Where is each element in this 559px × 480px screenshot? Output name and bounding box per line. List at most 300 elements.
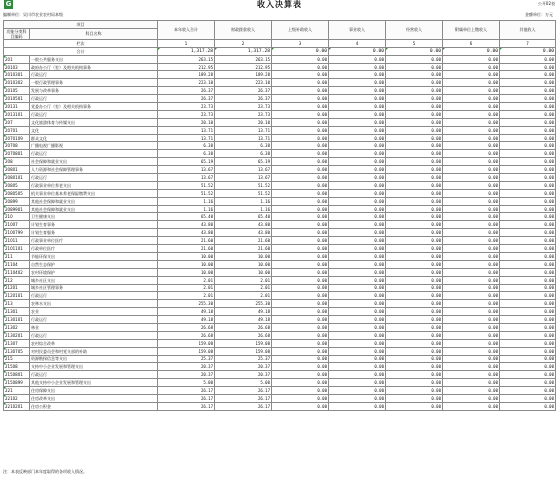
row-affiliated[interactable]: 0.00 — [443, 79, 500, 87]
row-affiliated[interactable]: 0.00 — [443, 174, 500, 182]
row-affiliated[interactable]: 0.00 — [443, 252, 500, 260]
row-total[interactable]: 6.38 — [158, 150, 215, 158]
row-fiscal[interactable]: 2.01 — [215, 284, 272, 292]
row-operating[interactable]: 0.00 — [386, 252, 443, 260]
row-affiliated[interactable]: 0.00 — [443, 323, 500, 331]
row-code[interactable]: 2089901 — [4, 205, 30, 213]
row-name[interactable]: 对村民委员会和村党支部的补助 — [30, 347, 158, 355]
row-business[interactable]: 0.00 — [329, 300, 386, 308]
row-name[interactable]: 资源勘探信息等支出 — [30, 355, 158, 363]
row-operating[interactable]: 0.00 — [386, 79, 443, 87]
row-superior[interactable]: 0.00 — [272, 229, 329, 237]
row-other[interactable]: 0.00 — [500, 71, 556, 79]
row-other[interactable]: 0.00 — [500, 103, 556, 111]
row-superior[interactable]: 0.00 — [272, 394, 329, 402]
row-code[interactable]: 21201 — [4, 284, 30, 292]
row-affiliated[interactable]: 0.00 — [443, 134, 500, 142]
row-name[interactable]: 一般行政管理事务 — [30, 79, 158, 87]
row-affiliated[interactable]: 0.00 — [443, 126, 500, 134]
row-total[interactable]: 2.01 — [158, 292, 215, 300]
row-fiscal[interactable]: 26.68 — [215, 331, 272, 339]
row-superior[interactable]: 0.00 — [272, 87, 329, 95]
row-business[interactable]: 0.00 — [329, 339, 386, 347]
row-fiscal[interactable]: 13.67 — [215, 174, 272, 182]
row-fiscal[interactable]: 26.37 — [215, 95, 272, 103]
row-business[interactable]: 0.00 — [329, 387, 386, 395]
row-operating[interactable]: 0.00 — [386, 126, 443, 134]
row-operating[interactable]: 0.00 — [386, 95, 443, 103]
row-other[interactable]: 0.00 — [500, 394, 556, 402]
row-affiliated[interactable]: 0.00 — [443, 95, 500, 103]
row-superior[interactable]: 0.00 — [272, 339, 329, 347]
row-superior[interactable]: 0.00 — [272, 316, 329, 324]
row-superior[interactable]: 0.00 — [272, 379, 329, 387]
row-operating[interactable]: 0.00 — [386, 347, 443, 355]
row-total[interactable]: 26.68 — [158, 331, 215, 339]
row-code[interactable]: 2150801 — [4, 371, 30, 379]
row-affiliated[interactable]: 0.00 — [443, 316, 500, 324]
row-affiliated[interactable]: 0.00 — [443, 197, 500, 205]
row-superior[interactable]: 0.00 — [272, 308, 329, 316]
row-business[interactable]: 0.00 — [329, 245, 386, 253]
row-name[interactable]: 党委办公厅（室）及相关机构事务 — [30, 103, 158, 111]
row-other[interactable]: 0.00 — [500, 339, 556, 347]
row-business[interactable]: 0.00 — [329, 260, 386, 268]
row-name[interactable]: 计划生育服务 — [30, 229, 158, 237]
row-other[interactable]: 0.00 — [500, 260, 556, 268]
row-operating[interactable]: 0.00 — [386, 323, 443, 331]
row-operating[interactable]: 0.00 — [386, 245, 443, 253]
row-superior[interactable]: 0.00 — [272, 284, 329, 292]
row-fiscal[interactable]: 13.71 — [215, 134, 272, 142]
row-business[interactable]: 0.00 — [329, 221, 386, 229]
row-business[interactable]: 0.00 — [329, 355, 386, 363]
row-superior[interactable]: 0.00 — [272, 260, 329, 268]
row-operating[interactable]: 0.00 — [386, 87, 443, 95]
row-operating[interactable]: 0.00 — [386, 402, 443, 410]
row-superior[interactable]: 0.00 — [272, 118, 329, 126]
row-code[interactable]: 22102 — [4, 394, 30, 402]
row-fiscal[interactable]: 23.73 — [215, 110, 272, 118]
row-name[interactable]: 其他支持中小企业发展和管理支出 — [30, 379, 158, 387]
row-code[interactable]: 20105 — [4, 87, 30, 95]
row-affiliated[interactable]: 0.00 — [443, 379, 500, 387]
row-name[interactable]: 林业 — [30, 323, 158, 331]
row-total[interactable]: 51.52 — [158, 189, 215, 197]
row-fiscal[interactable]: 10.00 — [215, 252, 272, 260]
row-total[interactable]: 26.17 — [158, 394, 215, 402]
row-total[interactable]: 255.30 — [158, 300, 215, 308]
row-affiliated[interactable]: 0.00 — [443, 110, 500, 118]
row-other[interactable]: 0.00 — [500, 316, 556, 324]
row-name[interactable]: 政府办公厅（室）及相关机构事务 — [30, 63, 158, 71]
row-code[interactable]: 2210201 — [4, 402, 30, 410]
row-name[interactable]: 行政运行 — [30, 95, 158, 103]
row-fiscal[interactable]: 159.08 — [215, 339, 272, 347]
row-code[interactable]: 20131 — [4, 103, 30, 111]
row-operating[interactable]: 0.00 — [386, 158, 443, 166]
row-fiscal[interactable]: 51.52 — [215, 181, 272, 189]
row-fiscal[interactable]: 49.18 — [215, 316, 272, 324]
row-name[interactable]: 机关事业单位基本养老保险缴费支出 — [30, 189, 158, 197]
row-operating[interactable]: 0.00 — [386, 260, 443, 268]
row-total[interactable]: 23.73 — [158, 110, 215, 118]
row-superior[interactable]: 0.00 — [272, 71, 329, 79]
row-business[interactable]: 0.00 — [329, 331, 386, 339]
row-name[interactable]: 文化旅游体育与传媒支出 — [30, 118, 158, 126]
row-total[interactable]: 5.00 — [158, 379, 215, 387]
row-affiliated[interactable]: 0.00 — [443, 158, 500, 166]
row-code[interactable]: 2130101 — [4, 316, 30, 324]
total-value[interactable]: 0.00 — [272, 47, 329, 55]
row-superior[interactable]: 0.00 — [272, 55, 329, 63]
row-code[interactable]: 20801 — [4, 166, 30, 174]
row-business[interactable]: 0.00 — [329, 79, 386, 87]
row-total[interactable]: 189.28 — [158, 71, 215, 79]
row-business[interactable]: 0.00 — [329, 103, 386, 111]
row-name[interactable]: 文化 — [30, 126, 158, 134]
row-other[interactable]: 0.00 — [500, 213, 556, 221]
row-total[interactable]: 159.08 — [158, 347, 215, 355]
row-fiscal[interactable]: 10.00 — [215, 268, 272, 276]
row-code[interactable]: 20103 — [4, 63, 30, 71]
row-other[interactable]: 0.00 — [500, 79, 556, 87]
row-business[interactable]: 0.00 — [329, 292, 386, 300]
row-other[interactable]: 0.00 — [500, 237, 556, 245]
row-total[interactable]: 51.52 — [158, 181, 215, 189]
row-superior[interactable]: 0.00 — [272, 355, 329, 363]
row-operating[interactable]: 0.00 — [386, 63, 443, 71]
total-value[interactable]: 0.00 — [500, 47, 556, 55]
row-operating[interactable]: 0.00 — [386, 284, 443, 292]
row-operating[interactable]: 0.00 — [386, 292, 443, 300]
row-superior[interactable]: 0.00 — [272, 237, 329, 245]
row-business[interactable]: 0.00 — [329, 308, 386, 316]
row-code[interactable]: 20701 — [4, 126, 30, 134]
row-affiliated[interactable]: 0.00 — [443, 142, 500, 150]
row-affiliated[interactable]: 0.00 — [443, 268, 500, 276]
row-operating[interactable]: 0.00 — [386, 71, 443, 79]
row-code[interactable]: 2070109 — [4, 134, 30, 142]
row-affiliated[interactable]: 0.00 — [443, 402, 500, 410]
row-other[interactable]: 0.00 — [500, 174, 556, 182]
row-fiscal[interactable]: 223.10 — [215, 79, 272, 87]
row-total[interactable]: 26.37 — [158, 87, 215, 95]
row-business[interactable]: 0.00 — [329, 205, 386, 213]
row-fiscal[interactable]: 20.37 — [215, 371, 272, 379]
row-code[interactable]: 21508 — [4, 363, 30, 371]
row-total[interactable]: 2.01 — [158, 284, 215, 292]
row-other[interactable]: 0.00 — [500, 197, 556, 205]
row-other[interactable]: 0.00 — [500, 387, 556, 395]
row-superior[interactable]: 0.00 — [272, 110, 329, 118]
row-fiscal[interactable]: 26.17 — [215, 387, 272, 395]
row-name[interactable]: 城乡社区管理事务 — [30, 284, 158, 292]
row-business[interactable]: 0.00 — [329, 402, 386, 410]
row-code[interactable]: 20805 — [4, 181, 30, 189]
row-business[interactable]: 0.00 — [329, 150, 386, 158]
row-business[interactable]: 0.00 — [329, 316, 386, 324]
row-business[interactable]: 0.00 — [329, 394, 386, 402]
row-superior[interactable]: 0.00 — [272, 134, 329, 142]
row-superior[interactable]: 0.00 — [272, 158, 329, 166]
row-fiscal[interactable]: 25.37 — [215, 355, 272, 363]
row-other[interactable]: 0.00 — [500, 221, 556, 229]
row-other[interactable]: 0.00 — [500, 323, 556, 331]
row-total[interactable]: 20.10 — [158, 118, 215, 126]
row-operating[interactable]: 0.00 — [386, 134, 443, 142]
row-other[interactable]: 0.00 — [500, 347, 556, 355]
row-name[interactable]: 节能环保支出 — [30, 252, 158, 260]
row-name[interactable]: 行政运行 — [30, 110, 158, 118]
row-other[interactable]: 0.00 — [500, 55, 556, 63]
row-other[interactable]: 0.00 — [500, 371, 556, 379]
row-operating[interactable]: 0.00 — [386, 174, 443, 182]
row-total[interactable]: 159.08 — [158, 339, 215, 347]
row-affiliated[interactable]: 0.00 — [443, 205, 500, 213]
row-code[interactable]: 20708 — [4, 142, 30, 150]
row-affiliated[interactable]: 0.00 — [443, 103, 500, 111]
row-superior[interactable]: 0.00 — [272, 63, 329, 71]
row-code[interactable]: 2130705 — [4, 347, 30, 355]
row-affiliated[interactable]: 0.00 — [443, 347, 500, 355]
row-name[interactable]: 行政运行 — [30, 174, 158, 182]
row-fiscal[interactable]: 65.19 — [215, 158, 272, 166]
row-fiscal[interactable]: 189.28 — [215, 71, 272, 79]
row-operating[interactable]: 0.00 — [386, 276, 443, 284]
row-name[interactable]: 卫生健康支出 — [30, 213, 158, 221]
row-code[interactable]: 2013101 — [4, 110, 30, 118]
row-name[interactable]: 行政运行 — [30, 371, 158, 379]
row-total[interactable]: 10.00 — [158, 268, 215, 276]
total-value[interactable]: 0.00 — [443, 47, 500, 55]
row-total[interactable]: 13.71 — [158, 126, 215, 134]
row-code[interactable]: 21011 — [4, 237, 30, 245]
row-affiliated[interactable]: 0.00 — [443, 394, 500, 402]
row-superior[interactable]: 0.00 — [272, 79, 329, 87]
row-code[interactable]: 2110402 — [4, 268, 30, 276]
row-total[interactable]: 13.71 — [158, 134, 215, 142]
row-total[interactable]: 13.67 — [158, 166, 215, 174]
row-fiscal[interactable]: 43.80 — [215, 221, 272, 229]
row-fiscal[interactable]: 2.01 — [215, 292, 272, 300]
row-total[interactable]: 21.60 — [158, 237, 215, 245]
row-total[interactable]: 26.17 — [158, 402, 215, 410]
row-operating[interactable]: 0.00 — [386, 237, 443, 245]
row-operating[interactable]: 0.00 — [386, 379, 443, 387]
row-total[interactable]: 263.15 — [158, 55, 215, 63]
row-other[interactable]: 0.00 — [500, 205, 556, 213]
row-total[interactable]: 23.73 — [158, 103, 215, 111]
row-operating[interactable]: 0.00 — [386, 189, 443, 197]
row-total[interactable]: 10.00 — [158, 252, 215, 260]
row-total[interactable]: 223.10 — [158, 79, 215, 87]
row-name[interactable]: 其他社会保障和就业支出 — [30, 197, 158, 205]
row-superior[interactable]: 0.00 — [272, 126, 329, 134]
row-operating[interactable]: 0.00 — [386, 363, 443, 371]
row-operating[interactable]: 0.00 — [386, 110, 443, 118]
row-fiscal[interactable]: 13.71 — [215, 126, 272, 134]
row-operating[interactable]: 0.00 — [386, 150, 443, 158]
row-total[interactable]: 43.80 — [158, 221, 215, 229]
row-code[interactable]: 2080101 — [4, 174, 30, 182]
row-name[interactable]: 行政事业单位医疗 — [30, 237, 158, 245]
row-total[interactable]: 49.18 — [158, 316, 215, 324]
row-fiscal[interactable]: 1.16 — [215, 205, 272, 213]
row-other[interactable]: 0.00 — [500, 284, 556, 292]
row-name[interactable]: 行政运行 — [30, 150, 158, 158]
row-other[interactable]: 0.00 — [500, 379, 556, 387]
row-fiscal[interactable]: 23.73 — [215, 103, 272, 111]
row-other[interactable]: 0.00 — [500, 331, 556, 339]
row-affiliated[interactable]: 0.00 — [443, 355, 500, 363]
row-other[interactable]: 0.00 — [500, 110, 556, 118]
row-superior[interactable]: 0.00 — [272, 371, 329, 379]
row-affiliated[interactable]: 0.00 — [443, 300, 500, 308]
row-total[interactable]: 1.16 — [158, 197, 215, 205]
row-business[interactable]: 0.00 — [329, 371, 386, 379]
row-operating[interactable]: 0.00 — [386, 229, 443, 237]
row-other[interactable]: 0.00 — [500, 229, 556, 237]
row-superior[interactable]: 0.00 — [272, 142, 329, 150]
row-business[interactable]: 0.00 — [329, 323, 386, 331]
row-affiliated[interactable]: 0.00 — [443, 63, 500, 71]
total-value[interactable]: 0.00 — [386, 47, 443, 55]
row-other[interactable]: 0.00 — [500, 166, 556, 174]
row-total[interactable]: 25.37 — [158, 355, 215, 363]
row-total[interactable]: 2.01 — [158, 276, 215, 284]
row-total[interactable]: 13.67 — [158, 174, 215, 182]
row-fiscal[interactable]: 263.15 — [215, 55, 272, 63]
row-fiscal[interactable]: 2.01 — [215, 276, 272, 284]
row-total[interactable]: 26.17 — [158, 387, 215, 395]
row-total[interactable]: 212.95 — [158, 63, 215, 71]
row-other[interactable]: 0.00 — [500, 268, 556, 276]
row-business[interactable]: 0.00 — [329, 166, 386, 174]
row-code[interactable]: 2101101 — [4, 245, 30, 253]
row-affiliated[interactable]: 0.00 — [443, 308, 500, 316]
row-fiscal[interactable]: 159.08 — [215, 347, 272, 355]
row-affiliated[interactable]: 0.00 — [443, 166, 500, 174]
row-name[interactable]: 行政运行 — [30, 316, 158, 324]
row-name[interactable]: 农村环境保护 — [30, 268, 158, 276]
row-fiscal[interactable]: 26.17 — [215, 394, 272, 402]
row-superior[interactable]: 0.00 — [272, 221, 329, 229]
row-business[interactable]: 0.00 — [329, 63, 386, 71]
row-business[interactable]: 0.00 — [329, 126, 386, 134]
row-affiliated[interactable]: 0.00 — [443, 213, 500, 221]
row-superior[interactable]: 0.00 — [272, 166, 329, 174]
row-name[interactable]: 自然生态保护 — [30, 260, 158, 268]
total-value[interactable]: 1,317.28 — [158, 47, 215, 55]
row-total[interactable]: 65.19 — [158, 158, 215, 166]
row-business[interactable]: 0.00 — [329, 284, 386, 292]
row-superior[interactable]: 0.00 — [272, 387, 329, 395]
row-affiliated[interactable]: 0.00 — [443, 181, 500, 189]
row-operating[interactable]: 0.00 — [386, 387, 443, 395]
row-other[interactable]: 0.00 — [500, 355, 556, 363]
row-business[interactable]: 0.00 — [329, 268, 386, 276]
row-fiscal[interactable]: 10.00 — [215, 260, 272, 268]
row-superior[interactable]: 0.00 — [272, 197, 329, 205]
row-code[interactable]: 2100799 — [4, 229, 30, 237]
row-code[interactable]: 2080505 — [4, 189, 30, 197]
row-operating[interactable]: 0.00 — [386, 181, 443, 189]
row-operating[interactable]: 0.00 — [386, 339, 443, 347]
row-business[interactable]: 0.00 — [329, 142, 386, 150]
row-superior[interactable]: 0.00 — [272, 252, 329, 260]
row-name[interactable]: 行政运行 — [30, 331, 158, 339]
row-superior[interactable]: 0.00 — [272, 150, 329, 158]
row-fiscal[interactable]: 26.37 — [215, 87, 272, 95]
row-name[interactable]: 住房改革支出 — [30, 394, 158, 402]
row-name[interactable]: 行政运行 — [30, 71, 158, 79]
row-code[interactable]: 2010501 — [4, 95, 30, 103]
row-affiliated[interactable]: 0.00 — [443, 292, 500, 300]
row-name[interactable]: 人力资源和社会保障管理事务 — [30, 166, 158, 174]
row-other[interactable]: 0.00 — [500, 300, 556, 308]
row-other[interactable]: 0.00 — [500, 292, 556, 300]
row-operating[interactable]: 0.00 — [386, 221, 443, 229]
row-other[interactable]: 0.00 — [500, 276, 556, 284]
row-other[interactable]: 0.00 — [500, 402, 556, 410]
row-fiscal[interactable]: 13.67 — [215, 166, 272, 174]
row-business[interactable]: 0.00 — [329, 189, 386, 197]
row-code[interactable]: 207 — [4, 118, 30, 126]
row-other[interactable]: 0.00 — [500, 126, 556, 134]
row-code[interactable]: 215 — [4, 355, 30, 363]
row-code[interactable]: 2010301 — [4, 71, 30, 79]
row-affiliated[interactable]: 0.00 — [443, 284, 500, 292]
row-superior[interactable]: 0.00 — [272, 276, 329, 284]
row-name[interactable]: 发展与改革事务 — [30, 87, 158, 95]
row-affiliated[interactable]: 0.00 — [443, 387, 500, 395]
row-operating[interactable]: 0.00 — [386, 103, 443, 111]
row-fiscal[interactable]: 26.17 — [215, 402, 272, 410]
row-total[interactable]: 26.68 — [158, 323, 215, 331]
row-business[interactable]: 0.00 — [329, 174, 386, 182]
row-code[interactable]: 201 — [4, 55, 30, 63]
row-name[interactable]: 行政单位医疗 — [30, 245, 158, 253]
row-fiscal[interactable]: 6.38 — [215, 150, 272, 158]
row-superior[interactable]: 0.00 — [272, 268, 329, 276]
row-other[interactable]: 0.00 — [500, 189, 556, 197]
row-affiliated[interactable]: 0.00 — [443, 221, 500, 229]
row-operating[interactable]: 0.00 — [386, 118, 443, 126]
row-business[interactable]: 0.00 — [329, 379, 386, 387]
row-code[interactable]: 2130201 — [4, 331, 30, 339]
row-name[interactable]: 行政事业单位养老支出 — [30, 181, 158, 189]
row-operating[interactable]: 0.00 — [386, 213, 443, 221]
row-business[interactable]: 0.00 — [329, 276, 386, 284]
row-fiscal[interactable]: 255.30 — [215, 300, 272, 308]
row-name[interactable]: 广播电视广播影视 — [30, 142, 158, 150]
row-business[interactable]: 0.00 — [329, 55, 386, 63]
row-affiliated[interactable]: 0.00 — [443, 339, 500, 347]
row-other[interactable]: 0.00 — [500, 95, 556, 103]
row-fiscal[interactable]: 43.80 — [215, 229, 272, 237]
row-business[interactable]: 0.00 — [329, 134, 386, 142]
row-superior[interactable]: 0.00 — [272, 95, 329, 103]
row-operating[interactable]: 0.00 — [386, 300, 443, 308]
row-affiliated[interactable]: 0.00 — [443, 237, 500, 245]
row-other[interactable]: 0.00 — [500, 181, 556, 189]
row-fiscal[interactable]: 26.68 — [215, 323, 272, 331]
row-total[interactable]: 49.18 — [158, 308, 215, 316]
row-operating[interactable]: 0.00 — [386, 331, 443, 339]
row-name[interactable]: 一般公共服务支出 — [30, 55, 158, 63]
row-code[interactable]: 211 — [4, 252, 30, 260]
